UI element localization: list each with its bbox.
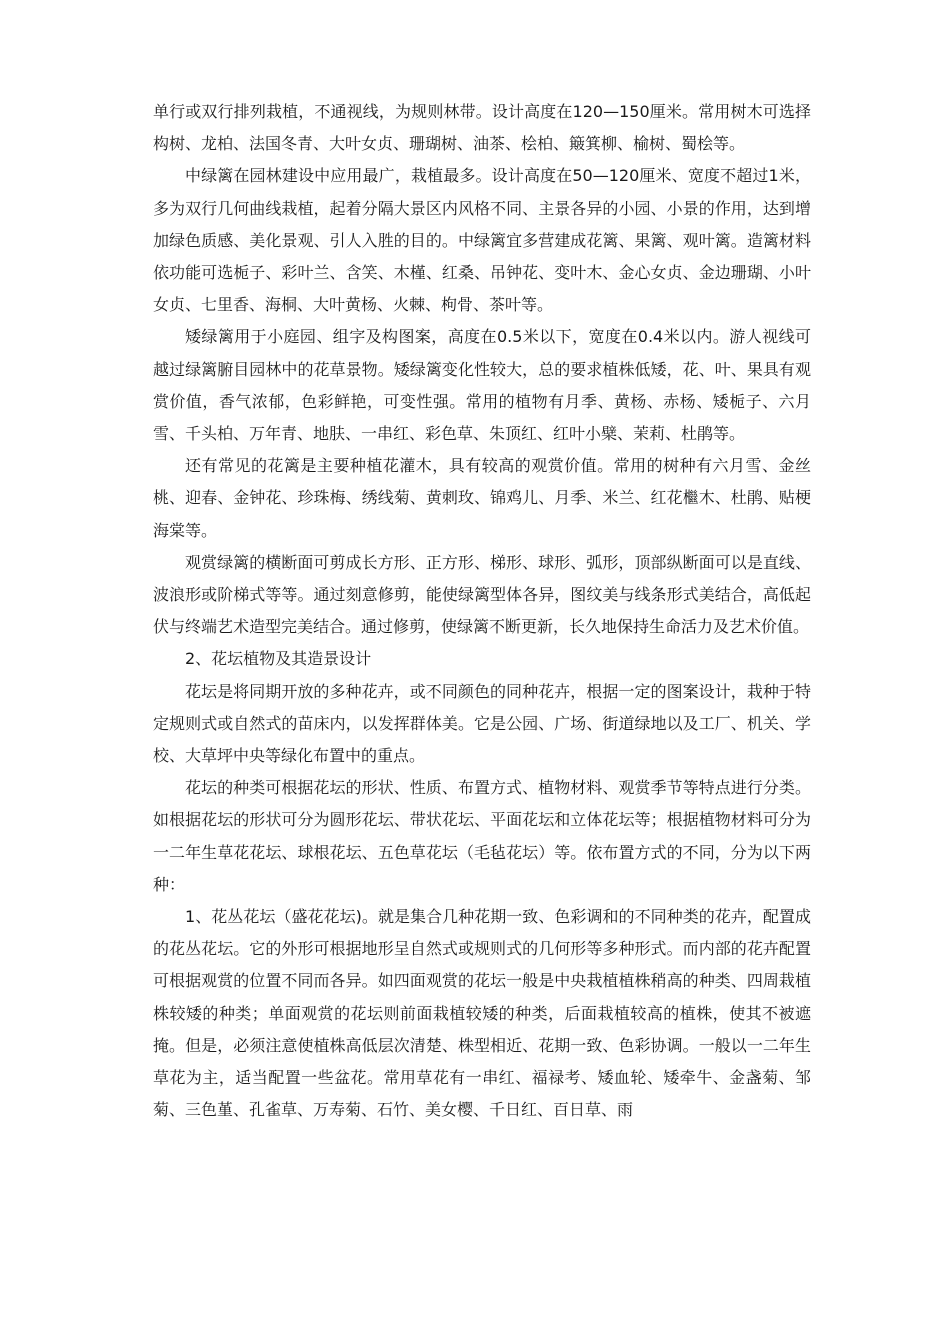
paragraph-medium-hedge: 中绿篱在园林建设中应用最广，栽植最多。设计高度在50—120厘米、宽度不超过1米，多为双行几何曲线栽植，起着分隔大景区内风格不同、主景各异的小园、小景的作用，达到增加绿色质感、美化景观、引人入胜的目的。中绿篱宜多营建成花篱、果篱、观叶篱。造篱材料依功能可选栀子、彩叶兰、含笑、木槿、红桑、吊钟花、变叶木、金心女贞、金边珊瑚、小叶女贞、七里香、海桐、大叶黄杨、火棘、枸骨、茶叶等。: [153, 166, 811, 315]
paragraph-flower-bed-types: 花坛的种类可根据花坛的形状、性质、布置方式、植物材料、观赏季节等特点进行分类。如根据花坛的形状可分为圆形花坛、带状花坛、平面花坛和立体花坛等；根据植物材料可分为一二年生草花花坛、球根花坛、五色草花坛（毛毡花坛）等。依布置方式的不同，分为以下两种：: [153, 778, 811, 894]
document-page: [153, 96, 811, 1127]
paragraph-low-hedge: 矮绿篱用于小庭园、组字及构图案，高度在0.5米以下，宽度在0.4米以内。游人视线可越过绿篱腑目园林中的花草景物。矮绿篱变化性较大，总的要求植株低矮，花、叶、果具有观赏价值，香气浓郁，色彩鲜艳，可变性强。常用的植物有月季、黄杨、赤杨、矮栀子、六月雪、千头柏、万年青、地肤、一串红、彩色草、朱顶红、红叶小檗、茉莉、杜鹃等。: [153, 327, 811, 444]
paragraph-flower-hedge: 还有常见的花篱是主要种植花灌木，具有较高的观赏价值。常用的树种有六月雪、金丝桃、迎春、金钟花、珍珠梅、绣线菊、黄刺玫、锦鸡儿、月季、米兰、红花檵木、杜鹃、贴梗海棠等。: [153, 456, 811, 540]
paragraph-tall-hedge-continued: 单行或双行排列栽植，不通视线，为规则林带。设计高度在120—150厘米。常用树木可选择构树、龙柏、法国冬青、大叶女贞、珊瑚树、油茶、桧柏、簸箕柳、榆树、蜀桧等。: [153, 102, 811, 154]
paragraph-flower-cluster-bed: 1、花丛花坛（盛花花坛)。就是集合几种花期一致、色彩调和的不同种类的花卉，配置成的花丛花坛。它的外形可根据地形呈自然式或规则式的几何形等多种形式。而内部的花卉配置可根据观赏的位置不同而各异。如四面观赏的花坛一般是中央栽植植株稍高的种类、四周栽植株较矮的种类；单面观赏的花坛则前面栽植较矮的种类，后面栽植较高的植株，使其不被遮掩。但是，必须注意使植株高低层次清楚、株型相近、花期一致、色彩协调。一般以一二年生草花为主，适当配置一些盆花。常用草花有一串红、福禄考、矮血轮、矮牵牛、金盏菊、邹菊、三色堇、孔雀草、万寿菊、石竹、美女樱、千日红、百日草、雨: [153, 907, 811, 1120]
section-heading: 2、花坛植物及其造景设计: [185, 649, 372, 669]
paragraph-hedge-shapes: 观赏绿篱的横断面可剪成长方形、正方形、梯形、球形、弧形，顶部纵断面可以是直线、波浪形或阶梯式等等。通过刻意修剪，能使绿篱型体各异，图纹美与线条形式美结合，高低起伏与终端艺术造型完美结合。通过修剪，使绿篱不断更新，长久地保持生命活力及艺术价值。: [153, 552, 811, 637]
paragraph-flower-bed-definition: 花坛是将同期开放的多种花卉，或不同颜色的同种花卉，根据一定的图案设计，栽种于特定规则式或自然式的苗床内，以发挥群体美。它是公园、广场、街道绿地以及工厂、机关、学校、大草坪中央等绿化布置中的重点。: [153, 681, 811, 766]
